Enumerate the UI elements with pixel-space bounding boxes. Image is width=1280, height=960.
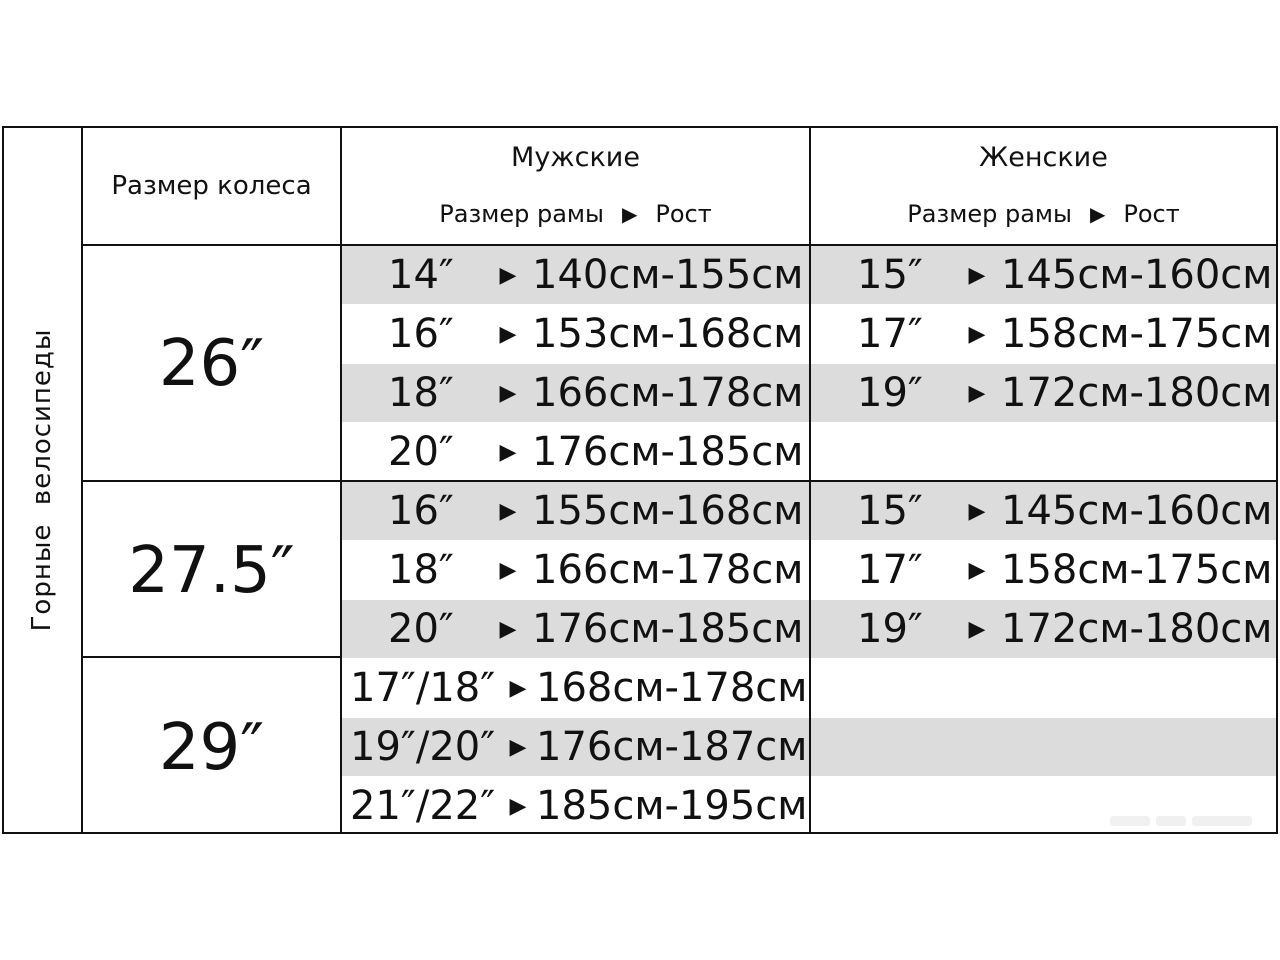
rider-height: 158см-175см — [1001, 547, 1273, 593]
arrow-right-icon: ▶ — [499, 557, 517, 583]
arrow-right-icon: ▶ — [509, 793, 527, 819]
arrow-right-icon: ▶ — [499, 498, 517, 524]
watermark — [1110, 816, 1260, 828]
rider-height: 166см-178см — [532, 547, 804, 593]
frame-size-label: Размер рамы — [439, 200, 604, 228]
arrow-right-icon: ▶ — [968, 498, 986, 524]
men-size-row — [342, 246, 809, 304]
wheel-size-value: 27.5″ — [128, 533, 295, 608]
arrow-right-icon: ▶ — [968, 380, 986, 406]
women-size-row — [811, 246, 1276, 304]
frame-size: 21″/22″ — [350, 783, 496, 829]
frame-size: 19″/20″ — [350, 724, 496, 770]
category-label: Горные велосипеды — [27, 328, 57, 632]
frame-size: 15″ — [857, 252, 923, 298]
grid-line — [809, 718, 811, 776]
men-size-row — [342, 718, 809, 776]
frame-size: 17″ — [857, 311, 923, 357]
men-header: Мужские — [511, 142, 640, 173]
rider-height: 185см-195см — [536, 783, 808, 829]
arrow-right-icon: ▶ — [968, 557, 986, 583]
frame-size: 17″/18″ — [350, 665, 496, 711]
men-size-row — [342, 659, 809, 717]
arrow-right-icon: ▶ — [509, 675, 527, 701]
men-size-row — [342, 423, 809, 481]
frame-size: 15″ — [857, 488, 923, 534]
arrow-right-icon: ▶ — [499, 380, 517, 406]
women-size-row — [811, 305, 1276, 363]
rider-height: 140см-155см — [532, 252, 804, 298]
rider-height: 176см-187см — [536, 724, 808, 770]
height-label: Рост — [655, 200, 712, 228]
arrow-right-icon: ▶ — [499, 616, 517, 642]
men-subheader — [342, 200, 809, 228]
women-subheader — [811, 200, 1276, 228]
men-size-row — [342, 777, 809, 835]
men-size-row — [342, 541, 809, 599]
rider-height: 145см-160см — [1001, 488, 1273, 534]
men-size-row — [342, 482, 809, 540]
rider-height: 145см-160см — [1001, 252, 1273, 298]
frame-size: 20″ — [388, 429, 454, 475]
frame-size: 19″ — [857, 606, 923, 652]
frame-size: 18″ — [388, 370, 454, 416]
arrow-right-icon: ▶ — [621, 202, 638, 226]
frame-size: 17″ — [857, 547, 923, 593]
bike-size-table — [2, 126, 1278, 834]
rider-height: 166см-178см — [532, 370, 804, 416]
arrow-right-icon: ▶ — [509, 734, 527, 760]
arrow-right-icon: ▶ — [499, 262, 517, 288]
arrow-right-icon: ▶ — [968, 321, 986, 347]
wheel-size-value: 29″ — [158, 710, 265, 785]
frame-size: 19″ — [857, 370, 923, 416]
arrow-right-icon: ▶ — [968, 616, 986, 642]
arrow-right-icon: ▶ — [968, 262, 986, 288]
men-size-row — [342, 600, 809, 658]
frame-size: 16″ — [388, 311, 454, 357]
arrow-right-icon: ▶ — [499, 321, 517, 347]
frame-size: 18″ — [388, 547, 454, 593]
frame-size: 20″ — [388, 606, 454, 652]
rider-height: 155см-168см — [532, 488, 804, 534]
wheel-size-header: Размер колеса — [111, 171, 312, 201]
rider-height: 176см-185см — [532, 606, 804, 652]
rider-height: 158см-175см — [1001, 311, 1273, 357]
frame-size: 16″ — [388, 488, 454, 534]
rider-height: 172см-180см — [1001, 606, 1273, 652]
wheel-size-value: 26″ — [158, 327, 265, 401]
rider-height: 153см-168см — [532, 311, 804, 357]
women-size-row — [811, 600, 1276, 658]
men-size-row — [342, 364, 809, 422]
men-size-row — [342, 305, 809, 363]
arrow-right-icon: ▶ — [1089, 202, 1106, 226]
rider-height: 168см-178см — [536, 665, 808, 711]
women-header: Женские — [979, 142, 1108, 173]
rider-height: 176см-185см — [532, 429, 804, 475]
frame-size-label: Размер рамы — [907, 200, 1072, 228]
arrow-right-icon: ▶ — [499, 439, 517, 465]
rider-height: 172см-180см — [1001, 370, 1273, 416]
women-size-row — [811, 482, 1276, 540]
side-label-cell — [4, 128, 81, 832]
women-size-row — [811, 364, 1276, 422]
height-label: Рост — [1123, 200, 1180, 228]
frame-size: 14″ — [388, 252, 454, 298]
women-size-row — [811, 541, 1276, 599]
